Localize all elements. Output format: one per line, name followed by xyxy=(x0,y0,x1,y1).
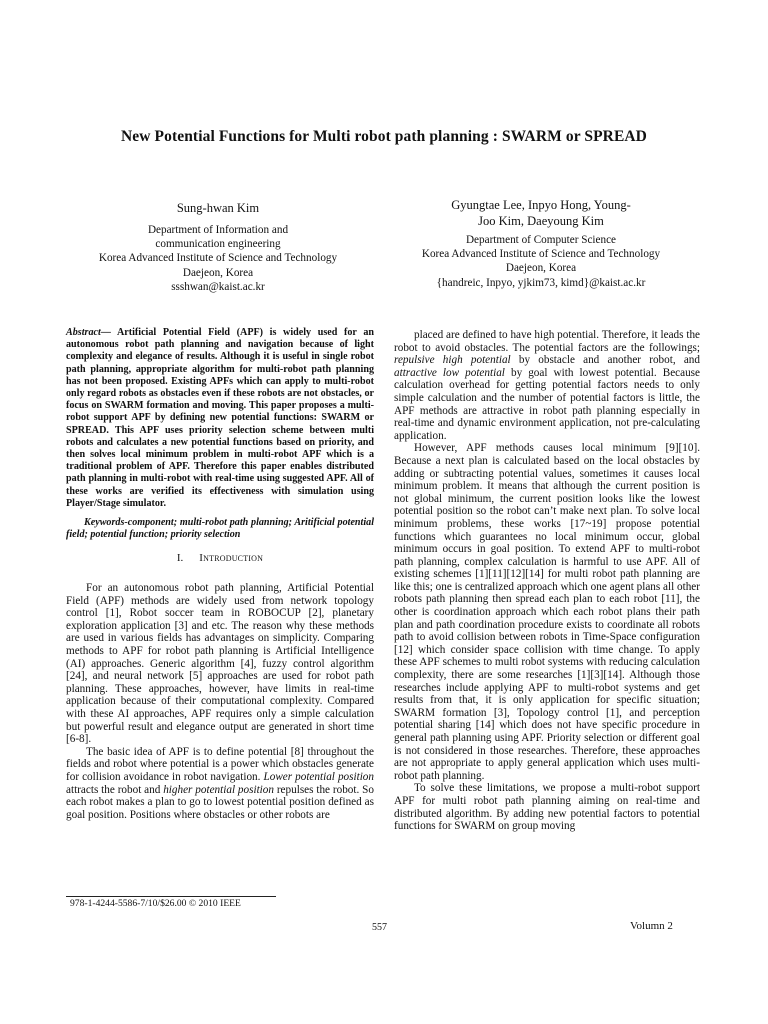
copyright-notice: 978-1-4244-5586-7/10/$26.00 © 2010 IEEE xyxy=(70,898,241,909)
paragraph: However, APF methods causes local minimum [9][10]. Because a next plan is calculated based on the local obstacles by adding or subtracting potential values, sometimes it causes local minimum problem. It means that although the current position is not global minimum, the current position looks like the lowest potential position so the robot can’t make next plan. To solve local minimum problems, these works [17~19] propose potential functions which guarantees no local minimum occur, global minimum occurs in goal position. To extend APF to multi-robot path planning, complex calculation is harmful to use APF. All of existing schemes [1][11][12][14] for multi robot path planning are like this; one is centralized approach which one agent plans all other robots path planning then spread each plan to each robot [11], the other is coordination approach which each robot plans their path plan and path coordination procedure exists to coordinate all robots path to avoid collision between robots in Time-Space configuration [12] which consider space collision with time change. To apply these APF schemes to multi robot systems with reducing calculation complexity, there are some researches [1][3][14]. Although those researches include applying APF to multi-robot systems and get results from that, it is only application for specific situation; SWARM formation [3], Topology control [1], and perception potential sharing [14] which does not have specific procedure in general path planning using APF. Priority selection or different goal is not considered in those researches. Therefore, these approaches are not appropriate to apply general application which uses multi-robot path planning. xyxy=(394,442,700,782)
italic-text: Lower potential position xyxy=(263,770,374,783)
footnote-rule xyxy=(66,896,276,897)
paragraph xyxy=(394,329,700,442)
keywords: Keywords-component; multi-robot path planning; Aritificial potential field; potential function; priority selection xyxy=(66,517,374,541)
section-number: I. xyxy=(176,552,184,565)
author-city: Daejeon, Korea xyxy=(505,262,577,275)
italic-text: repulsive high potential xyxy=(394,354,511,367)
author-dept: Department of Computer Science xyxy=(465,234,617,246)
author-name: Sung-hwan Kim xyxy=(176,201,260,215)
paper-title: New Potential Functions for Multi robot path planning : SWARM or SPREAD xyxy=(121,128,647,145)
author-institute: Korea Advanced Institute of Science and Technology xyxy=(98,252,338,265)
author-dept: communication engineering xyxy=(155,238,281,251)
left-column xyxy=(66,327,374,821)
section-heading xyxy=(66,552,374,565)
author-names: Gyungtae Lee, Inpyo Hong, Young- xyxy=(451,198,631,212)
paragraph xyxy=(66,746,374,822)
author-email: {handreic, Inpyo, yjkim73, kimd}@kaist.ac.kr xyxy=(436,276,646,289)
author-institute: Korea Advanced Institute of Science and Technology xyxy=(421,248,661,261)
abstract-lead: Abstract xyxy=(66,327,101,338)
paragraph: For an autonomous robot path planning, Artificial Potential Field (APF) methods are widely used from network topology control [1], Robot soccer team in ROBOCUP [2], planetary exploration application [3] and etc. The reason why these methods are used in various fields has advantages on simplicity. Comparing methods to APF for robot path planning is Artificial Intelligence (AI) approaches. Generic algorithm [4], fuzzy control algorithm [24], and neural network [5] approaches are used for robot path planning. These approaches, however, have limits in real-time application because of their computational complexity. Compared with these AI approaches, APF requires only a simple calculation but powerful result and elegance output are generated in short time [6-8]. xyxy=(66,582,374,746)
text-run: The basic idea of APF is to define potential [8] throughout the fields and robot where potential is a power which obstacles generate for collision avoidance in robot navigation. xyxy=(66,745,374,783)
italic-text: attractive low potential xyxy=(394,366,505,379)
abstract-dash: — xyxy=(100,327,117,338)
text-run: repulses the robot. So each robot makes a plan to go to lowest potential position defined as goal position. Positions where obstacles or other robots are xyxy=(66,783,374,821)
page-number: 557 xyxy=(372,922,387,933)
author-block-left xyxy=(62,201,374,294)
author-city: Daejeon, Korea xyxy=(182,266,254,279)
italic-text: higher potential position xyxy=(163,783,274,796)
section-title: Introduction xyxy=(199,552,264,565)
text-run: by goal with lowest potential. Because calculation overhead for getting potential factors needs to only simple calculation and the number of potential factors is little, the APF methods are attractive in robot path planning especially in real-time and dynamic environment application, not pre-calculating application. xyxy=(394,366,700,442)
text-run: attracts the robot and xyxy=(66,783,164,796)
right-column xyxy=(394,329,700,833)
paragraph: To solve these limitations, we propose a multi-robot support APF for multi robot path planning aiming on real-time and distributed algorithm. By adding new potential factors to potential functions for SWARM on group moving xyxy=(394,782,700,833)
text-run: by obstacle and another robot, and xyxy=(510,354,700,367)
author-block-right xyxy=(382,196,700,290)
author-dept: Department of Information and xyxy=(147,224,289,236)
text-run: placed are defined to have high potential. Therefore, it leads the robot to avoid obstacles. The potential factors are the followings; xyxy=(394,329,700,354)
abstract xyxy=(66,327,374,510)
author-email: ssshwan@kaist.ac.kr xyxy=(171,280,265,293)
author-names: Joo Kim, Daeyoung Kim xyxy=(478,214,604,228)
volume-label: Volumn 2 xyxy=(630,920,673,932)
abstract-text: Artificial Potential Field (APF) is widely used for an autonomous robot path planning and navigation because of light complexity and elegance of results. Although it is useful in single robot path planning, appropriate algorithm for multi-robot path planning has not been proposed. Existing APFs which can apply to multi-robot only regard robots as obstacles even if these robots are not obstacles, or focus on SWARM formation and moving. This paper proposes a multi-robot support APF by defining new potential functions: SWARM or SPREAD. This APF uses priority selection scheme between multi robots and calculates a new potential functions based on priority, and then solves local minimum problem in multi-robot APF which is a traditional problem of APF. Therefore this paper enables distributed path planning in multi-robot with real-time using suggested APF. All of these works are verified its effectiveness with simulation using Player/Stage simulator. xyxy=(66,327,375,509)
